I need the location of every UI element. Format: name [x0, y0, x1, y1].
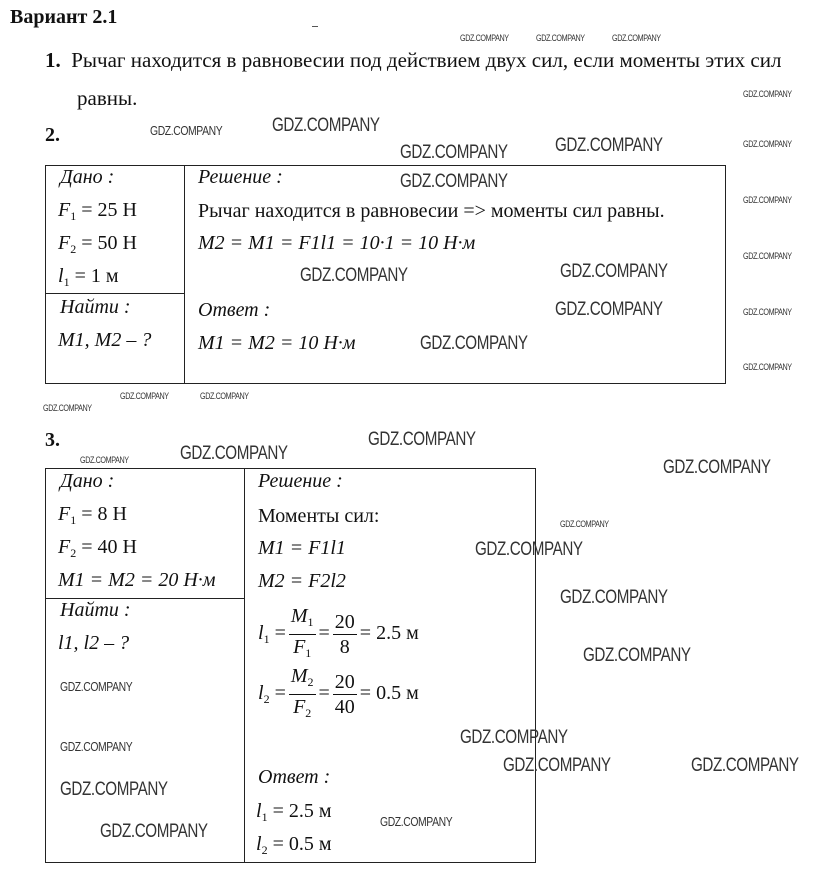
watermark: GDZ.COMPANY: [460, 33, 509, 43]
question-text: Рычаг находится в равновесии под действием двух сил, если моменты этих сил: [71, 48, 782, 72]
moment-2: M2 = F2l2: [258, 570, 346, 592]
watermark: GDZ.COMPANY: [180, 443, 288, 464]
question-1-line2: равны.: [77, 86, 138, 110]
answer-l2: $l_2 = 0.5$ м: [256, 833, 332, 857]
watermark: GDZ.COMPANY: [743, 195, 792, 205]
solution-label: Решение :: [198, 166, 283, 188]
question-1: [45, 48, 781, 73]
watermark: GDZ.COMPANY: [583, 645, 691, 666]
watermark: GDZ.COMPANY: [60, 739, 133, 754]
answer-label: Ответ :: [258, 766, 331, 788]
watermark: GDZ.COMPANY: [80, 455, 129, 465]
watermark: GDZ.COMPANY: [555, 299, 663, 320]
watermark: GDZ.COMPANY: [420, 333, 528, 354]
watermark: GDZ.COMPANY: [560, 261, 668, 282]
given-f1: $F_1 = 25$ Н: [58, 199, 137, 223]
divider: [45, 293, 185, 294]
given-moments: M1 = M2 = 20 Н·м: [58, 569, 216, 591]
watermark: GDZ.COMPANY: [560, 587, 668, 608]
question-number: 1.: [45, 48, 61, 72]
watermark: GDZ.COMPANY: [743, 89, 792, 99]
find-label: Найти :: [60, 296, 131, 318]
watermark: GDZ.COMPANY: [555, 135, 663, 156]
watermark: GDZ.COMPANY: [60, 679, 133, 694]
watermark: GDZ.COMPANY: [380, 814, 453, 829]
solution-text: Рычаг находится в равновесии => моменты сил равны.: [198, 200, 665, 222]
watermark: GDZ.COMPANY: [663, 457, 771, 478]
given-f2: $F_2 = 50$ Н: [58, 232, 137, 256]
watermark: GDZ.COMPANY: [612, 33, 661, 43]
watermark: GDZ.COMPANY: [300, 265, 408, 286]
watermark: GDZ.COMPANY: [400, 142, 508, 163]
given-f2: $F_2 = 40$ Н: [58, 536, 137, 560]
watermark: GDZ.COMPANY: [400, 171, 508, 192]
watermark: GDZ.COMPANY: [743, 307, 792, 317]
dash-mark: [312, 26, 318, 27]
watermark: GDZ.COMPANY: [368, 429, 476, 450]
watermark: GDZ.COMPANY: [743, 139, 792, 149]
given-l1: $l_1 = 1$ м: [58, 265, 119, 289]
question-3-number: 3.: [45, 429, 60, 451]
solution-formula: M2 = M1 = F1l1 = 10·1 = 10 Н·м: [198, 232, 476, 254]
given-label: Дано :: [60, 166, 115, 188]
watermark: GDZ.COMPANY: [150, 123, 223, 138]
divider: [184, 165, 185, 384]
divider: [244, 468, 245, 863]
watermark: GDZ.COMPANY: [43, 403, 92, 413]
watermark: GDZ.COMPANY: [503, 755, 611, 776]
question-2-number: 2.: [45, 124, 60, 146]
watermark: GDZ.COMPANY: [691, 755, 799, 776]
moments-label: Моменты сил:: [258, 505, 380, 527]
watermark: GDZ.COMPANY: [536, 33, 585, 43]
moment-1: M1 = F1l1: [258, 537, 346, 559]
solution-label: Решение :: [258, 470, 343, 492]
watermark: GDZ.COMPANY: [272, 115, 380, 136]
variant-title: Вариант 2.1: [10, 6, 118, 28]
watermark: GDZ.COMPANY: [560, 519, 609, 529]
watermark: GDZ.COMPANY: [60, 779, 168, 800]
find-value: M1, M2 – ?: [58, 329, 152, 351]
watermark: GDZ.COMPANY: [475, 539, 583, 560]
watermark: GDZ.COMPANY: [743, 362, 792, 372]
watermark: GDZ.COMPANY: [200, 391, 249, 401]
given-label: Дано :: [60, 470, 115, 492]
answer-label: Ответ :: [198, 299, 271, 321]
given-f1: $F_1 = 8$ Н: [58, 503, 127, 527]
answer-l1: $l_1 = 2.5$ м: [256, 800, 332, 824]
watermark: GDZ.COMPANY: [460, 727, 568, 748]
watermark: GDZ.COMPANY: [100, 821, 208, 842]
l2-formula: $l_2$ = $\frac{M_2}{F_2}$ = $\frac{20}{40}$ = 0.5 м: [258, 665, 419, 720]
find-label: Найти :: [60, 599, 131, 621]
find-value: l1, l2 – ?: [58, 632, 130, 654]
l1-formula: $l_1$ = $\frac{M_1}{F_1}$ = $\frac{20}{8}$ = 2.5 м: [258, 605, 419, 660]
answer-value: M1 = M2 = 10 Н·м: [198, 332, 356, 354]
watermark: GDZ.COMPANY: [120, 391, 169, 401]
watermark: GDZ.COMPANY: [743, 251, 792, 261]
